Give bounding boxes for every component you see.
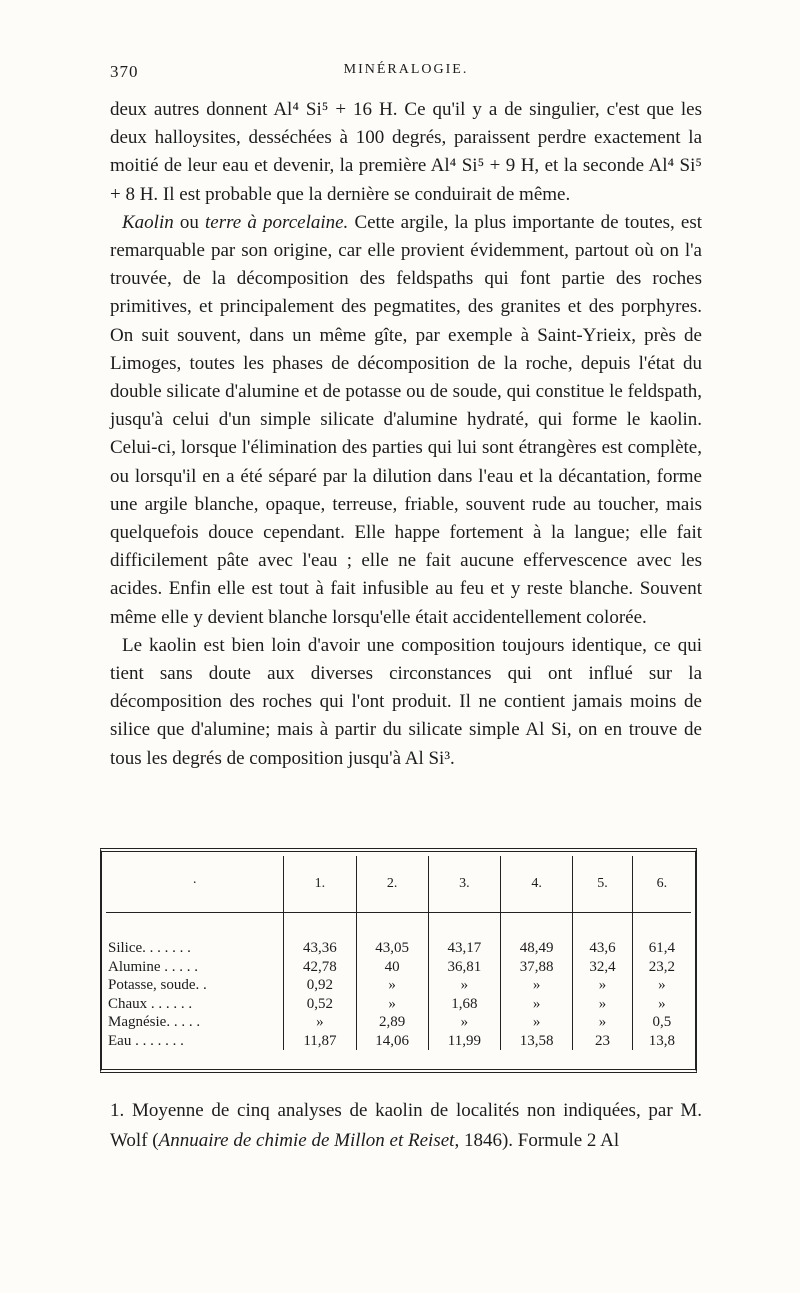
table-cell: » — [428, 1013, 500, 1032]
table-cell: 36,81 — [428, 958, 500, 977]
table-cell: 43,36 — [284, 939, 356, 958]
table-cell: 43,05 — [356, 939, 428, 958]
table-cell: 37,88 — [500, 958, 572, 977]
column-header: 1. — [284, 856, 356, 913]
table-header-row — [106, 856, 691, 913]
table-cell: 11,87 — [284, 1032, 356, 1051]
table-cell: 23,2 — [632, 958, 691, 977]
table-cell: » — [500, 995, 572, 1014]
table-cell: » — [632, 995, 691, 1014]
row-label: Chaux . . . . . . — [108, 995, 193, 1012]
table-row — [106, 958, 691, 977]
table-row — [106, 939, 691, 958]
column-header: 5. — [573, 856, 633, 913]
row-label: Alumine . . . . . — [108, 958, 198, 975]
table-cell: » — [573, 976, 633, 995]
table-cell: 13,58 — [500, 1032, 572, 1051]
table-cell: 61,4 — [632, 939, 691, 958]
paragraph-kaolin-text: Cette argile, la plus importante de toutes, est remarquable par son origine, car elle provient évidemment, partout où on l'a trouvée, de la décomposition des feldspaths qui font partie des roches primitives, et principalement des pegmatites, des granites et des porphyres. On suit souvent, dans un même gîte, par exemple à Saint-Yrieix, près de Limoges, toutes les phases de décomposition de la roche, depuis l'état du double silicate d'alumine et de potasse ou de soude, qui constitue le feldspath, jusqu'à celui d'un simple silicate d'alumine hydraté, qui forme le kaolin. Celui-ci, lorsque l'élimination des parties qui lui sont étrangères est complète, ou lorsqu'il en a été séparé par la dilution dans l'eau et la décantation, forme une argile blanche, opaque, terreuse, friable, souvent rude au toucher, mais quelquefois douce cependant. Elle happe fortement à la langue; elle fait difficilement pâte avec l'eau ; elle ne fait aucune effervescence avec les acides. Enfin elle est tout à fait infusible au feu et y reste blanche. Souvent même elle y devient blanche lorsqu'elle était accidentellement colorée. — [110, 211, 703, 628]
footnote-text: Moyenne de cinq analyses de kaolin de localités non indiquées, par M. Wolf ( — [110, 1100, 702, 1151]
table-cell: 40 — [356, 958, 428, 977]
table-cell: 2,89 — [356, 1013, 428, 1032]
table-cell: 11,99 — [428, 1032, 500, 1051]
table-row — [106, 1032, 691, 1051]
table-corner: · — [106, 856, 284, 913]
table-cell: 1,68 — [428, 995, 500, 1014]
column-header: 6. — [632, 856, 691, 913]
kaolin-alt-term: terre à porcelaine. — [205, 211, 349, 233]
footnote-citation: Annuaire de chimie de Millon et Reiset — [158, 1130, 455, 1151]
table-cell: 14,06 — [356, 1032, 428, 1051]
table-cell: » — [573, 995, 633, 1014]
table-cell: » — [356, 995, 428, 1014]
table-row — [106, 976, 691, 995]
table-cell: » — [500, 976, 572, 995]
table-cell: 0,92 — [284, 976, 356, 995]
table-cell: 48,49 — [500, 939, 572, 958]
column-header: 3. — [428, 856, 500, 913]
table-cell: » — [428, 976, 500, 995]
kaolin-term: Kaolin — [122, 211, 174, 233]
analysis-table — [106, 856, 691, 1050]
table-cell: 0,5 — [632, 1013, 691, 1032]
row-label: Magnésie. . . . . — [108, 1014, 201, 1030]
table-cell: » — [632, 976, 691, 995]
footnote-number: 1. — [110, 1100, 125, 1121]
row-label: Potasse, soude. . — [108, 977, 207, 993]
page-number: 370 — [110, 62, 139, 81]
analysis-table-frame — [100, 848, 697, 1073]
page-header — [110, 62, 702, 90]
table-cell: 42,78 — [284, 958, 356, 977]
row-label: Eau . . . . . . . — [108, 1032, 184, 1049]
paragraph-composition: Le kaolin est bien loin d'avoir une composition toujours identique, ce qui tient sans doute aux diverses circonstances qui ont influé sur la décomposition des roches qui l'ont produit. Il ne contient jamais moins de silice que d'alumine; mais à partir du silicate simple Al Si, on en trouve de tous les degrés de composition jusqu'à Al Si³. — [110, 634, 702, 769]
footnote-text-end: , 1846). Formule 2 Al — [454, 1130, 620, 1151]
table-cell: » — [284, 1013, 356, 1032]
paragraph-kaolin: Kaolin ou terre à porcelaine. Cette argile, la plus importante de toutes, est remarquable par son origine, car elle provient évidemment, partout où on l'a trouvée, de la décomposition des feldspaths qui font partie des roches primitives, et principalement des pegmatites, des granites et des porphyres. On suit souvent, dans un même gîte, par exemple à Saint-Yrieix, près de Limoges, toutes les phases de décomposition de la roche, depuis l'état du double silicate d'alumine et de potasse ou de soude, qui constitue le feldspath, jusqu'à celui d'un simple silicate d'alumine hydraté, qui forme le kaolin. Celui-ci, lorsque l'élimination des parties qui lui sont étrangères est complète, ou lorsqu'il en a été séparé par la dilution dans l'eau et la décantation, forme une argile blanche, opaque, terreuse, friable, souvent rude au toucher, mais quelquefois douce cependant. Elle happe fortement à la langue; elle fait difficilement pâte avec l'eau ; elle ne fait aucune effervescence avec les acides. Enfin elle est tout à fait infusible au feu et y reste blanche. Souvent même elle y devient blanche lorsqu'elle était accidentellement colorée. — [110, 211, 703, 628]
table-cell: 32,4 — [573, 958, 633, 977]
row-label: Silice. . . . . . . — [108, 940, 191, 956]
paragraph-halloysites: deux autres donnent Al⁴ Si⁵ + 16 H. Ce qu'il y a de singulier, c'est que les deux halloysites, desséchées à 100 degrés, paraissent perdre exactement la moitié de leur eau et devenir, la première Al⁴ Si⁵ + 9 H, et la seconde Al⁴ Si⁵ + 8 H. Il est probable que la dernière se conduirait de même. — [110, 99, 702, 205]
table-row — [106, 1013, 691, 1032]
table-cell: 23 — [573, 1032, 633, 1051]
table-cell: 0,52 — [284, 995, 356, 1014]
table-cell: » — [500, 1013, 572, 1032]
table-cell: » — [573, 1013, 633, 1032]
table-cell: » — [356, 976, 428, 995]
table-cell: 43,17 — [428, 939, 500, 958]
table-cell: 13,8 — [632, 1032, 691, 1051]
running-title: MINÉRALOGIE. — [343, 62, 469, 77]
body-text — [110, 96, 702, 773]
table-row — [106, 995, 691, 1014]
footnote — [110, 1096, 702, 1156]
table-cell: 43,6 — [573, 939, 633, 958]
table-spacer-row — [106, 913, 691, 940]
column-header: 4. — [500, 856, 572, 913]
column-header: 2. — [356, 856, 428, 913]
